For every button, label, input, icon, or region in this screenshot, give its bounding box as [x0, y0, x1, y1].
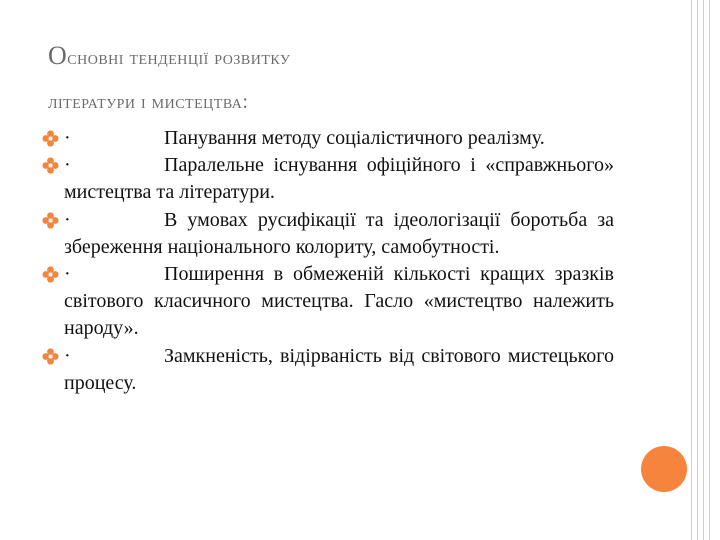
- decorative-rail-line: [691, 0, 692, 540]
- bullet-text: Панування методу соціалістичного реалізму.: [164, 127, 545, 149]
- title-initial: О: [48, 41, 68, 70]
- decorative-circle: [641, 446, 687, 492]
- title-line-1: [48, 34, 608, 80]
- bullet-marker: ·: [64, 127, 71, 149]
- list-item: [44, 207, 614, 261]
- list-item: [44, 343, 614, 397]
- bullet-marker: ·: [64, 154, 71, 177]
- list-item: [44, 125, 614, 152]
- decorative-rail-line: [709, 0, 710, 540]
- flower-bullet-icon: [42, 130, 59, 147]
- flower-bullet-icon: [42, 266, 59, 283]
- flower-bullet-icon: [42, 348, 59, 365]
- list-item: [44, 152, 614, 206]
- list-item: [44, 261, 614, 343]
- bullet-list: [44, 125, 614, 397]
- bullet-text: Поширення в обмеженій кількості кращих зразків світового класичного мистецтва. Гасло «мистецтво належить народу».: [64, 263, 614, 340]
- bullet-text: Замкненість, відірваність від світового мистецького процесу.: [64, 344, 614, 394]
- bullet-marker: ·: [64, 208, 71, 231]
- title-line-2: літератури і мистецтва:: [48, 91, 249, 113]
- bullet-marker: ·: [64, 344, 71, 367]
- bullet-text: В умовах русифікації та ідеологізації боротьба за збереження національного колориту, самобутності.: [64, 208, 614, 258]
- decorative-rail-line: [703, 0, 704, 540]
- flower-bullet-icon: [42, 212, 59, 229]
- title-line-1-rest: сновні тенденції розвитку: [67, 47, 291, 69]
- flower-bullet-icon: [42, 157, 59, 174]
- decorative-rail-line: [697, 0, 698, 540]
- bullet-marker: ·: [64, 263, 71, 286]
- bullet-text: Паралельне існування офіційного і «справжнього» мистецтва та літератури.: [64, 154, 614, 204]
- slide-title: [48, 34, 608, 124]
